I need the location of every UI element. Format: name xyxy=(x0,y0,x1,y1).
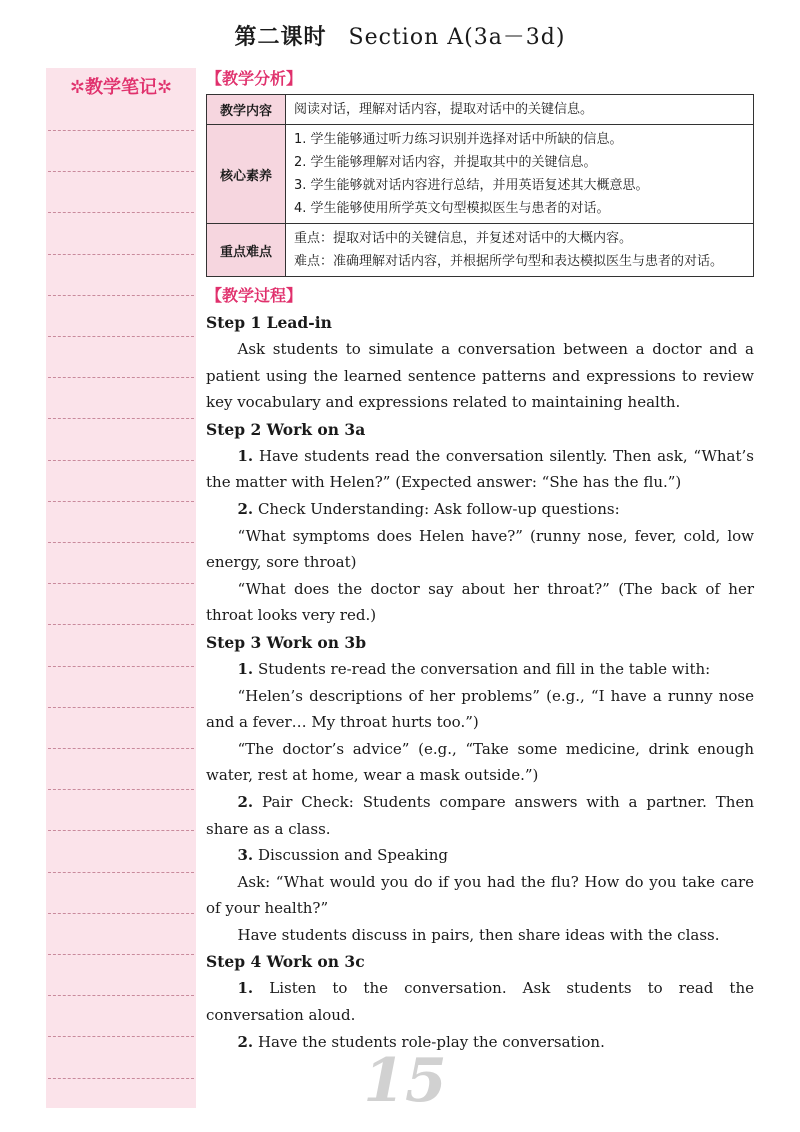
row-value xyxy=(286,95,754,125)
notes-rule-line xyxy=(48,872,194,873)
notes-rule-line xyxy=(48,418,194,419)
item-number: 2. xyxy=(237,1032,254,1051)
process-section xyxy=(206,283,754,1055)
table-row xyxy=(207,125,754,224)
row-line: 3. 学生能够就对话内容进行总结，并用英语复述其大概意思。 xyxy=(294,178,649,193)
analysis-table xyxy=(206,94,754,277)
paragraph: Ask students to simulate a conversation between a doctor and a patient using the learned sentence patterns and expressions to review key vocabulary and expressions related to maintaining health. xyxy=(206,340,754,412)
notes-rule-line xyxy=(48,789,194,790)
notes-rule-line xyxy=(48,542,194,543)
notes-rule-line xyxy=(48,748,194,749)
row-line: 重点：提取对话中的关键信息，并复述对话中的大概内容。 xyxy=(294,231,633,246)
paragraph-text: Have the students role-play the conversation. xyxy=(253,1032,605,1051)
notes-title: ✲教学笔记✲ xyxy=(69,77,173,98)
lesson-label: 第二课时 xyxy=(234,24,327,50)
paragraph: “What does the doctor say about her throat?” (The back of her throat looks very red.) xyxy=(206,579,754,625)
paragraph: “Helen’s descriptions of her problems” (e.g., “I have a runny nose and a fever… My throat hurts too.”) xyxy=(206,686,754,732)
table-row xyxy=(207,95,754,125)
row-line: 阅读对话，理解对话内容，提取对话中的关键信息。 xyxy=(294,102,594,117)
paragraph xyxy=(206,789,754,842)
item-number: 2. xyxy=(237,792,254,811)
paragraph xyxy=(206,496,754,523)
paragraph xyxy=(206,656,754,683)
row-value xyxy=(286,125,754,224)
paragraph-text: Discussion and Speaking xyxy=(253,846,448,865)
notes-rule-line xyxy=(48,1036,194,1037)
paragraph: “What symptoms does Helen have?” (runny nose, fever, cold, low energy, sore throat) xyxy=(206,526,754,572)
row-value xyxy=(286,224,754,277)
paragraph xyxy=(206,842,754,869)
item-number: 2. xyxy=(237,499,254,518)
notes-rule-line xyxy=(48,1078,194,1079)
analysis-heading: 【教学分析】 xyxy=(206,69,303,88)
notes-rule-line xyxy=(48,254,194,255)
step-title: Step 2 Work on 3a xyxy=(206,419,366,439)
row-label: 教学内容 xyxy=(207,95,286,125)
paragraph xyxy=(206,443,754,496)
paragraph-text: Check Understanding: Ask follow-up questions: xyxy=(253,499,620,518)
notes-rule-line xyxy=(48,624,194,625)
notes-rule-line xyxy=(48,707,194,708)
notes-rule-line xyxy=(48,913,194,914)
notes-rule-line xyxy=(48,377,194,378)
row-label: 重点难点 xyxy=(207,224,286,277)
paragraph-text: Students re-read the conversation and fill in the table with: xyxy=(253,659,711,678)
item-number: 1. xyxy=(237,446,254,465)
paragraph-text: Pair Check: Students compare answers with a partner. Then share as a class. xyxy=(206,792,754,838)
step-title: Step 4 Work on 3c xyxy=(206,952,365,972)
paragraph xyxy=(206,1029,754,1056)
process-heading: 【教学过程】 xyxy=(206,286,303,305)
notes-rule-line xyxy=(48,130,194,131)
item-number: 3. xyxy=(237,846,254,865)
item-number: 1. xyxy=(237,979,254,998)
notes-sidebar xyxy=(46,68,196,1108)
section-label: Section A(3a－3d) xyxy=(348,25,566,50)
row-label: 核心素养 xyxy=(207,125,286,224)
row-line: 1. 学生能够通过听力练习识别并选择对话中所缺的信息。 xyxy=(294,132,623,147)
notes-rule-line xyxy=(48,171,194,172)
step-title: Step 3 Work on 3b xyxy=(206,632,367,652)
item-number: 1. xyxy=(237,659,254,678)
notes-rule-line xyxy=(48,666,194,667)
paragraph: Have students discuss in pairs, then share ideas with the class. xyxy=(237,925,720,944)
notes-rule-line xyxy=(48,995,194,996)
paragraph-text: Have students read the conversation silently. Then ask, “What’s the matter with Helen?” (Expected answer: “She has the flu.”) xyxy=(206,446,754,492)
paragraph xyxy=(206,975,754,1028)
row-line: 难点：准确理解对话内容，并根据所学句型和表达模拟医生与患者的对话。 xyxy=(294,254,724,269)
notes-rule-line xyxy=(48,954,194,955)
row-line: 4. 学生能够使用所学英文句型模拟医生与患者的对话。 xyxy=(294,201,610,216)
notes-rule-line xyxy=(48,460,194,461)
notes-rule-line xyxy=(48,295,194,296)
notes-rule-line xyxy=(48,212,194,213)
step-title: Step 1 Lead-in xyxy=(206,313,332,332)
row-line: 2. 学生能够理解对话内容，并提取其中的关键信息。 xyxy=(294,155,597,170)
table-row xyxy=(207,224,754,277)
notes-rule-line xyxy=(48,583,194,584)
main-content xyxy=(206,66,754,1055)
paragraph-text: Listen to the conversation. Ask students to read the conversation aloud. xyxy=(206,979,754,1025)
paragraph: Ask: “What would you do if you had the flu? How do you take care of your health?” xyxy=(206,872,754,918)
notes-rule-line xyxy=(48,501,194,502)
notes-rule-line xyxy=(48,336,194,337)
page-title xyxy=(0,20,800,51)
page-number: 15 xyxy=(363,1046,447,1116)
notes-rule-line xyxy=(48,830,194,831)
paragraph: “The doctor’s advice” (e.g., “Take some medicine, drink enough water, rest at home, wear a mask outside.”) xyxy=(206,739,754,785)
